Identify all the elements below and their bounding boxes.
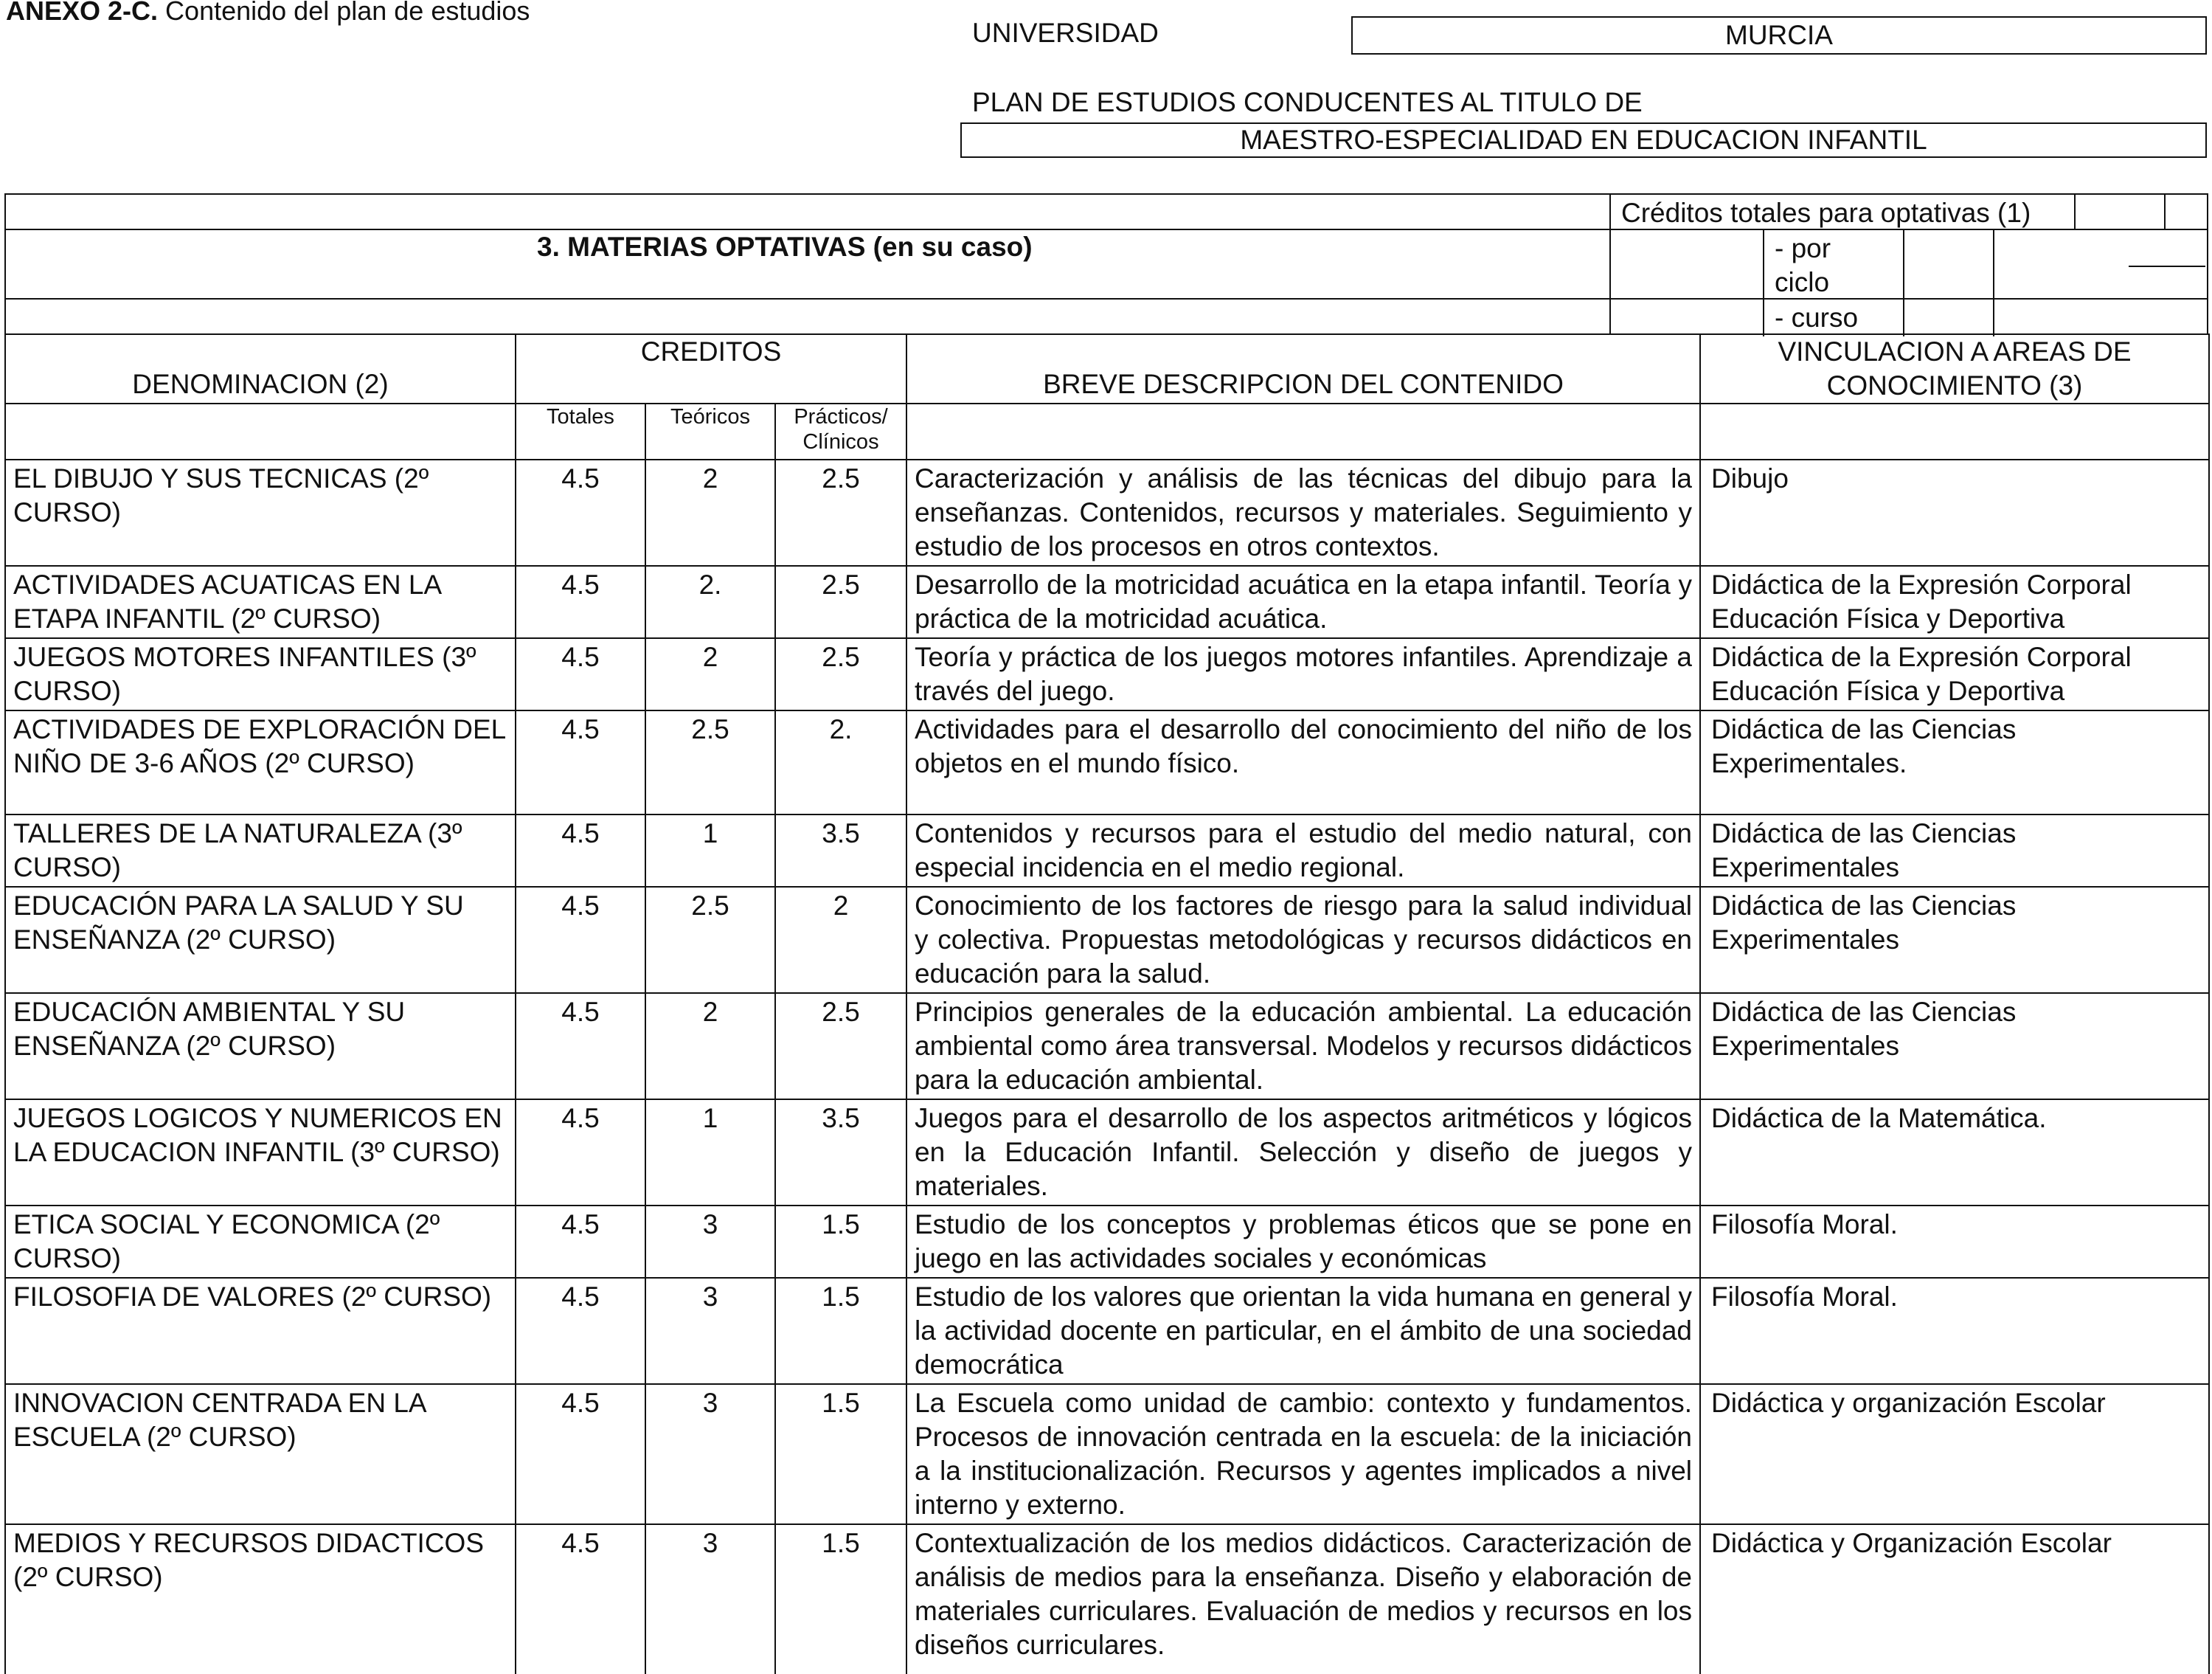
table-row (5, 1206, 2209, 1278)
annex-subtitle: Contenido del plan de estudios (158, 0, 530, 26)
credits-theory: 2.5 (645, 710, 775, 814)
credits-practice: 1.5 (775, 1384, 906, 1524)
per-cycle-label: - por ciclo (1775, 233, 1831, 297)
knowledge-area: Didáctica de las Ciencias Experimentales (1700, 814, 2209, 887)
credits-theory: 1 (645, 814, 775, 887)
credits-practice: 2.5 (775, 566, 906, 638)
credits-total: 4.5 (516, 1524, 645, 1674)
credits-theory: 3 (645, 1278, 775, 1384)
knowledge-area: Didáctica de las Ciencias Experimentales. (1700, 710, 2209, 814)
divider (2074, 195, 2076, 229)
credits-total: 4.5 (516, 814, 645, 887)
subject-description: La Escuela como unidad de cambio: contexto y fundamentos. Procesos de innovación centrada en la escuela: de la iniciación a la institucionalización. Recursos y agentes implicados a nivel interno y externo. (906, 1384, 1700, 1524)
credits-total: 4.5 (516, 1206, 645, 1278)
credits-total: 4.5 (516, 566, 645, 638)
table-row (5, 887, 2209, 993)
per-course-label: - curso (1775, 302, 1859, 333)
credits-total: 4.5 (516, 1099, 645, 1206)
subheader-empty (5, 404, 516, 460)
table-row (5, 1278, 2209, 1384)
subheader-practicos: Prácticos/ Clínicos (775, 404, 906, 460)
subject-name: MEDIOS Y RECURSOS DIDACTICOS (2º CURSO) (5, 1524, 516, 1674)
subheader-totales: Totales (516, 404, 645, 460)
knowledge-area: Dibujo (1700, 460, 2209, 566)
credits-practice: 2.5 (775, 460, 906, 566)
divider (2164, 195, 2166, 229)
university-label: UNIVERSIDAD (972, 18, 1159, 48)
table-row (5, 710, 2209, 814)
section-title: 3. MATERIAS OPTATIVAS (en su caso) (537, 232, 1033, 262)
plan-value: MAESTRO-ESPECIALIDAD EN EDUCACION INFANTIL (960, 122, 2207, 158)
credits-theory: 3 (645, 1206, 775, 1278)
knowledge-area: Filosofía Moral. (1700, 1278, 2209, 1384)
knowledge-area: Didáctica de las Ciencias Experimentales (1700, 887, 2209, 993)
header-descripcion: BREVE DESCRIPCION DEL CONTENIDO (906, 334, 1700, 404)
divider (6, 229, 2207, 230)
divider (1903, 229, 1904, 336)
subject-name: ACTIVIDADES ACUATICAS EN LA ETAPA INFANTIL (2º CURSO) (5, 566, 516, 638)
subheader-empty (906, 404, 1700, 460)
credits-total: 4.5 (516, 460, 645, 566)
subject-name: FILOSOFIA DE VALORES (2º CURSO) (5, 1278, 516, 1384)
subject-description: Caracterización y análisis de las técnicas del dibujo para la enseñanzas. Contenidos, recursos y materiales. Seguimiento y estudio de los procesos en otros contextos. (906, 460, 1700, 566)
table-row (5, 993, 2209, 1099)
subject-name: EDUCACIÓN PARA LA SALUD Y SU ENSEÑANZA (2º CURSO) (5, 887, 516, 993)
divider (1609, 195, 1611, 333)
subject-description: Teoría y práctica de los juegos motores infantiles. Aprendizaje a través del juego. (906, 638, 1700, 710)
subject-description: Estudio de los valores que orientan la vida humana en general y la actividad docente en particular, en el ámbito de una sociedad democrática (906, 1278, 1700, 1384)
credits-theory: 2 (645, 460, 775, 566)
divider (2129, 266, 2205, 267)
subject-description: Desarrollo de la motricidad acuática en la etapa infantil. Teoría y práctica de la motricidad acuática. (906, 566, 1700, 638)
subject-description: Contenidos y recursos para el estudio del medio natural, con especial incidencia en el medio regional. (906, 814, 1700, 887)
subject-name: ETICA SOCIAL Y ECONOMICA (2º CURSO) (5, 1206, 516, 1278)
credits-theory: 2.5 (645, 887, 775, 993)
credits-total: 4.5 (516, 710, 645, 814)
knowledge-area: Didáctica y Organización Escolar (1700, 1524, 2209, 1674)
subject-name: ACTIVIDADES DE EXPLORACIÓN DEL NIÑO DE 3-6 AÑOS (2º CURSO) (5, 710, 516, 814)
credits-theory: 2 (645, 993, 775, 1099)
plan-label: PLAN DE ESTUDIOS CONDUCENTES AL TITULO DE (972, 87, 1643, 117)
header-creditos: CREDITOS (516, 334, 906, 404)
credits-practice: 2.5 (775, 993, 906, 1099)
subject-name: EL DIBUJO Y SUS TECNICAS (2º CURSO) (5, 460, 516, 566)
credits-practice: 3.5 (775, 814, 906, 887)
credits-total: 4.5 (516, 993, 645, 1099)
university-value: MURCIA (1351, 16, 2207, 55)
credits-practice: 2 (775, 887, 906, 993)
knowledge-area: Didáctica de la Matemática. (1700, 1099, 2209, 1206)
credits-practice: 3.5 (775, 1099, 906, 1206)
credits-total: 4.5 (516, 1278, 645, 1384)
credits-theory: 2 (645, 638, 775, 710)
subheader-teoricos: Teóricos (645, 404, 775, 460)
credits-practice: 1.5 (775, 1206, 906, 1278)
table-row (5, 566, 2209, 638)
header-vinculacion: VINCULACION A AREAS DE CONOCIMIENTO (3) (1700, 334, 2209, 404)
credits-practice: 1.5 (775, 1524, 906, 1674)
subjects-table (4, 333, 2210, 1674)
subject-description: Contextualización de los medios didácticos. Caracterización de análisis de medios para la enseñanza. Diseño y elaboración de materiales curriculares. Evaluación de medios y recursos en los diseños curriculares. (906, 1524, 1700, 1674)
subject-name: JUEGOS LOGICOS Y NUMERICOS EN LA EDUCACION INFANTIL (3º CURSO) (5, 1099, 516, 1206)
knowledge-area: Filosofía Moral. (1700, 1206, 2209, 1278)
subject-description: Conocimiento de los factores de riesgo para la salud individual y colectiva. Propuestas metodológicas y recursos didácticos en educación para la salud. (906, 887, 1700, 993)
subject-description: Estudio de los conceptos y problemas éticos que se pone en juego en las actividades sociales y económicas (906, 1206, 1700, 1278)
subject-description: Juegos para el desarrollo de los aspectos aritméticos y lógicos en la Educación Infantil. Selección y diseño de juegos y materiales. (906, 1099, 1700, 1206)
credits-total: 4.5 (516, 887, 645, 993)
table-row (5, 1524, 2209, 1674)
credits-total: 4.5 (516, 638, 645, 710)
credits-theory: 3 (645, 1524, 775, 1674)
table-row (5, 1384, 2209, 1524)
table-row (5, 460, 2209, 566)
credits-total-label: Créditos totales para optativas (1) (1621, 198, 2031, 228)
credits-theory: 3 (645, 1384, 775, 1524)
table-row (5, 1099, 2209, 1206)
credits-practice: 2. (775, 710, 906, 814)
subject-name: JUEGOS MOTORES INFANTILES (3º CURSO) (5, 638, 516, 710)
section-header (4, 193, 2208, 335)
header-denominacion: DENOMINACION (2) (5, 334, 516, 404)
divider (1763, 229, 1764, 336)
credits-theory: 1 (645, 1099, 775, 1206)
knowledge-area: Didáctica de la Expresión Corporal Educación Física y Deportiva (1700, 638, 2209, 710)
subheader-empty (1700, 404, 2209, 460)
credits-practice: 2.5 (775, 638, 906, 710)
annex-title (6, 0, 530, 27)
credits-practice: 1.5 (775, 1278, 906, 1384)
knowledge-area: Didáctica de las Ciencias Experimentales (1700, 993, 2209, 1099)
subject-name: EDUCACIÓN AMBIENTAL Y SU ENSEÑANZA (2º CURSO) (5, 993, 516, 1099)
subject-description: Actividades para el desarrollo del conocimiento del niño de los objetos en el mundo físico. (906, 710, 1700, 814)
knowledge-area: Didáctica y organización Escolar (1700, 1384, 2209, 1524)
annex-label: ANEXO 2-C. (6, 0, 159, 26)
credits-theory: 2. (645, 566, 775, 638)
subject-name: TALLERES DE LA NATURALEZA (3º CURSO) (5, 814, 516, 887)
divider (1993, 229, 1994, 336)
subject-description: Principios generales de la educación ambiental. La educación ambiental como área transversal. Modelos y recursos didácticos para la educación ambiental. (906, 993, 1700, 1099)
subject-name: INNOVACION CENTRADA EN LA ESCUELA (2º CURSO) (5, 1384, 516, 1524)
table-row (5, 638, 2209, 710)
table-row (5, 814, 2209, 887)
credits-total: 4.5 (516, 1384, 645, 1524)
knowledge-area: Didáctica de la Expresión Corporal Educación Física y Deportiva (1700, 566, 2209, 638)
